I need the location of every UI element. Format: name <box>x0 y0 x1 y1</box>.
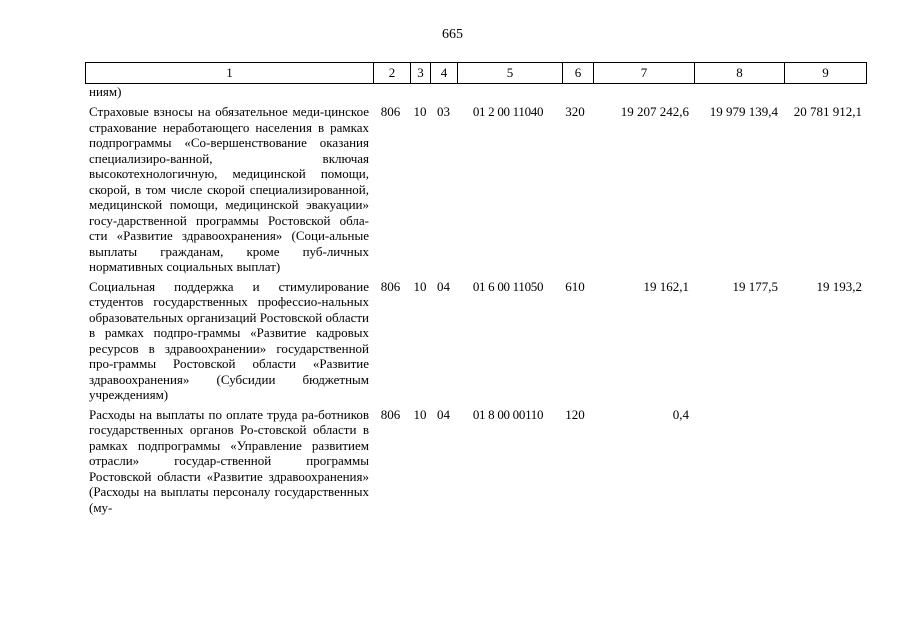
row-target-code: 01 6 00 11050 <box>472 278 544 294</box>
row-expense-type: 120 <box>565 406 585 422</box>
row-expense-type: 610 <box>565 278 585 294</box>
row-ministry-code: 806 <box>380 104 401 119</box>
row-amount-col9: 19 193,2 <box>816 278 862 294</box>
row-description: Страховые взносы на обязательное меди-цинское страхование неработающего населения в рамках подпрограммы «Со-вершенствование оказания специализиро-ванной, включая высокотехнологичную, медицинской помощи, скорой, в том числе скорой специализированной, медицинской помощи, медицинской эвакуации» госу-дарственной программы Ростовской обла-сти «Развитие здравоохранения» (Соци-альные выплаты гражданам, кроме пуб-личных нормативных социальных выплат) <box>89 104 369 274</box>
column-header-2: 2 <box>374 63 411 84</box>
row-expense-type: 320 <box>565 104 585 119</box>
table-row <box>85 407 865 516</box>
column-header-row <box>86 63 867 84</box>
table-row <box>85 104 865 275</box>
row-amount-col9: 20 781 912,1 <box>793 104 862 119</box>
column-header-1: 1 <box>86 63 374 84</box>
column-header-3: 3 <box>411 63 431 84</box>
row-target-code: 01 2 00 11040 <box>472 104 544 119</box>
row-description: Расходы на выплаты по оплате труда ра-ботников государственных органов Ро-стовской области в рамках подпрограммы «Управление развитием отрасли» государ-ственной программы Ростовской области «Развитие здравоохранения» (Расходы на выплаты персоналу государственных (му- <box>89 406 369 515</box>
row-ministry-code: 806 <box>380 406 401 422</box>
row-subsection-code: 04 <box>437 406 450 422</box>
column-header-table <box>85 62 867 84</box>
row-amount-col7: 19 207 242,6 <box>620 104 689 119</box>
row-description: Социальная поддержка и стимулирование студентов государственных профессио-нальных образовательных организаций Ростовской области в рамках подпро-граммы «Развитие кадровых ресурсов в здравоохранении» государственной про-граммы Ростовской области «Развитие здравоохранения» (Субсидии бюджетным учреждениям) <box>89 278 369 402</box>
table-row <box>85 279 865 403</box>
row-section-code: 10 <box>413 104 427 119</box>
row-section-code: 10 <box>413 278 427 294</box>
row-target-code: 01 8 00 00110 <box>472 406 544 422</box>
column-header-4: 4 <box>431 63 458 84</box>
row-amount-col8: 19 177,5 <box>732 278 778 294</box>
continuation-text: ниям) <box>89 84 122 99</box>
column-header-6: 6 <box>563 63 594 84</box>
row-amount-col8: 19 979 139,4 <box>709 104 778 119</box>
column-header-8: 8 <box>695 63 785 84</box>
row-subsection-code: 03 <box>437 104 450 119</box>
column-header-7: 7 <box>594 63 695 84</box>
table-body <box>85 84 865 519</box>
page-number: 665 <box>442 27 463 42</box>
row-subsection-code: 04 <box>437 278 450 294</box>
row-section-code: 10 <box>413 406 427 422</box>
column-header-9: 9 <box>785 63 867 84</box>
column-header-5: 5 <box>458 63 563 84</box>
row-amount-col7: 0,4 <box>672 406 689 422</box>
row-amount-col7: 19 162,1 <box>643 278 689 294</box>
row-ministry-code: 806 <box>380 278 401 294</box>
